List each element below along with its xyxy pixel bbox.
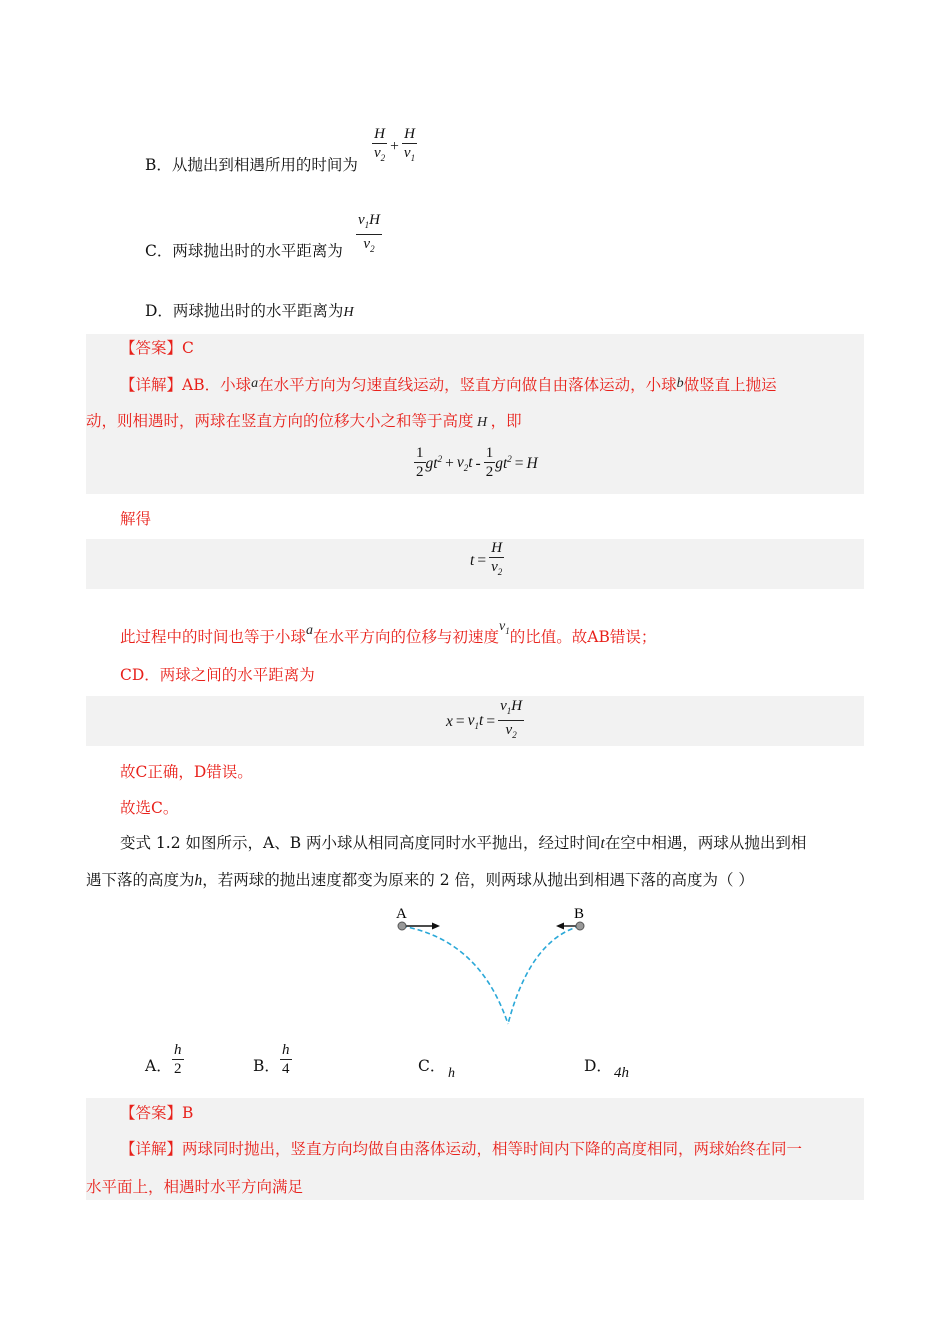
answer-2: 【答案】B [120, 1104, 194, 1122]
ratio-text: 此过程中的时间也等于小球a在水平方向的位移与初速度$v_1$的比值。故AB错误； [120, 619, 657, 646]
ball-a [398, 922, 406, 930]
cd-text: CD．两球之间的水平距离为 [120, 666, 315, 684]
conclusion-text: 故C正确，D错误。 [120, 763, 253, 781]
ball-b [576, 922, 584, 930]
q2-option-a: A． [145, 1057, 172, 1075]
option-d: D．两球抛出时的水平距离为H [145, 302, 354, 320]
detail-2-line2: 水平面上，相遇时水平方向满足 [86, 1178, 304, 1196]
q2-option-d-value: 4h [614, 1065, 629, 1081]
trajectory-a [402, 926, 508, 1024]
trajectory-diagram [380, 900, 610, 1035]
label-a: A [396, 906, 407, 922]
arrowhead-a-icon [432, 923, 440, 930]
q2-option-b-formula: $\frac{h}{4}$ [282, 1042, 290, 1077]
q2-option-d: D． [584, 1057, 612, 1075]
equation-2: t = $\frac{H}{v_2}$ [470, 540, 503, 577]
label-b: B [574, 906, 585, 922]
option-c [145, 240, 343, 262]
option-c-label: C．两球抛出时的水平距离为 [145, 242, 343, 260]
option-b-label: B．从抛出到相遇所用的时间为 [145, 156, 358, 174]
option-c-formula: $\frac{v_1H}{v_2}$ [358, 212, 381, 254]
q2-option-c: C． [418, 1057, 446, 1075]
q2-option-a-formula: $\frac{h}{2}$ [174, 1042, 182, 1077]
choose-text: 故选C。 [120, 799, 179, 817]
answer-1: 【答案】C [120, 339, 194, 357]
detail-2-line1: 【详解】两球同时抛出，竖直方向均做自由落体运动，相等时间内下降的高度相同，两球始终在同一 [120, 1140, 803, 1158]
question-2-line2: 遇下落的高度为h，若两球的抛出速度都变为原来的 2 倍，则两球从抛出到相遇下落的高度为（ ） [86, 871, 754, 889]
detail-1-line1: 【详解】AB．小球a在水平方向为匀速直线运动，竖直方向做自由落体运动，小球b做竖直上抛运 [120, 376, 777, 394]
equation-1: $\frac{1}{2}$ $gt^2$ + $v_2t$ - $\frac{1}{2}$ $gt^2$ = H [416, 445, 538, 480]
arrowhead-b-icon [556, 923, 564, 930]
trajectory-b [508, 926, 580, 1024]
q2-option-c-value: h [448, 1066, 455, 1081]
question-2-line1: 变式 1.2 如图所示，A、B 两小球从相同高度同时水平抛出，经过时间t在空中相遇，两球从抛出到相 [120, 834, 807, 852]
detail-1-line2: 动，则相遇时，两球在竖直方向的位移大小之和等于高度 H ，即 [86, 412, 522, 430]
q2-option-b: B． [253, 1057, 280, 1075]
option-b [145, 154, 358, 176]
option-d-label: D．两球抛出时的水平距离为 [145, 302, 344, 320]
solve-text: 解得 [120, 510, 152, 528]
equation-3: x = $v_1t$ = $\frac{v_1H}{v_2}$ [446, 698, 523, 740]
option-b-formula: $\frac{H}{v_2}$ + $\frac{H}{v_1}$ [374, 126, 416, 163]
